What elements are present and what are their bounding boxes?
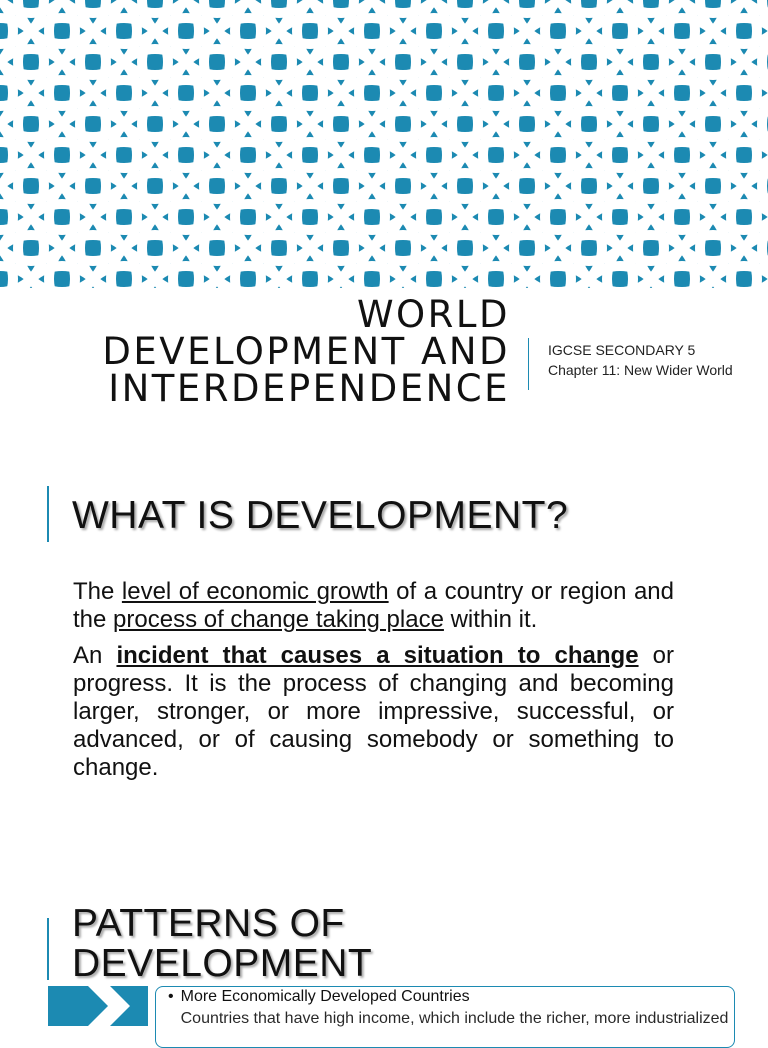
cutoff-text: Countries that have high income, which include the richer, more industrialized bbox=[180, 1010, 729, 1027]
circle-lattice-pattern bbox=[0, 0, 768, 288]
patterns-content-box bbox=[155, 986, 735, 1048]
bold-underlined-term: incident that causes a situation to change bbox=[116, 642, 639, 669]
heading-accent-bar bbox=[47, 918, 49, 980]
chevron-arrow-icon bbox=[48, 986, 148, 1026]
text-span: or progress. It is the process of changing and becoming larger, stronger, or more impressive, successful, or advanced, or of causing somebody or something to change. bbox=[73, 642, 674, 781]
section-heading-development: WHAT IS DEVELOPMENT? bbox=[72, 494, 569, 537]
title-line-2: DEVELOPMENT AND bbox=[102, 330, 510, 373]
list-item-cutoff bbox=[156, 1009, 734, 1029]
heading-accent-bar bbox=[47, 486, 49, 542]
definition-paragraph-1 bbox=[73, 578, 674, 634]
slide-subtitle bbox=[548, 340, 733, 380]
bullet-icon: • bbox=[168, 988, 174, 1005]
text-span: An bbox=[73, 642, 117, 669]
subtitle-course: IGCSE SECONDARY 5 bbox=[548, 342, 696, 358]
title-line-3: INTERDEPENDENCE bbox=[108, 367, 510, 410]
underlined-term-process-of-change: process of change taking place bbox=[113, 606, 444, 633]
underlined-term-economic-growth: level of economic growth bbox=[121, 578, 389, 605]
bullet-text: More Economically Developed Countries bbox=[180, 988, 470, 1005]
title-line-1: WORLD bbox=[356, 293, 510, 336]
title-divider bbox=[528, 338, 529, 390]
text-span: The bbox=[73, 578, 122, 605]
lattice-ring bbox=[762, 142, 768, 230]
heading-line-1: PATTERNS OF bbox=[72, 902, 345, 945]
lattice-ring bbox=[762, 18, 768, 106]
lattice-ring bbox=[762, 80, 768, 168]
definition-paragraph-2 bbox=[73, 642, 674, 782]
slide-title bbox=[0, 293, 510, 410]
heading-line-2: DEVELOPMENT bbox=[72, 942, 373, 985]
definition-text bbox=[73, 578, 674, 790]
bullet-list bbox=[156, 987, 734, 1029]
subtitle-chapter: Chapter 11: New Wider World bbox=[548, 362, 733, 378]
text-span: within it. bbox=[443, 606, 538, 633]
pattern-banner bbox=[0, 0, 768, 288]
text-span: of a country or region and the bbox=[73, 578, 674, 633]
section-heading-patterns bbox=[72, 904, 372, 984]
list-item bbox=[156, 987, 734, 1007]
